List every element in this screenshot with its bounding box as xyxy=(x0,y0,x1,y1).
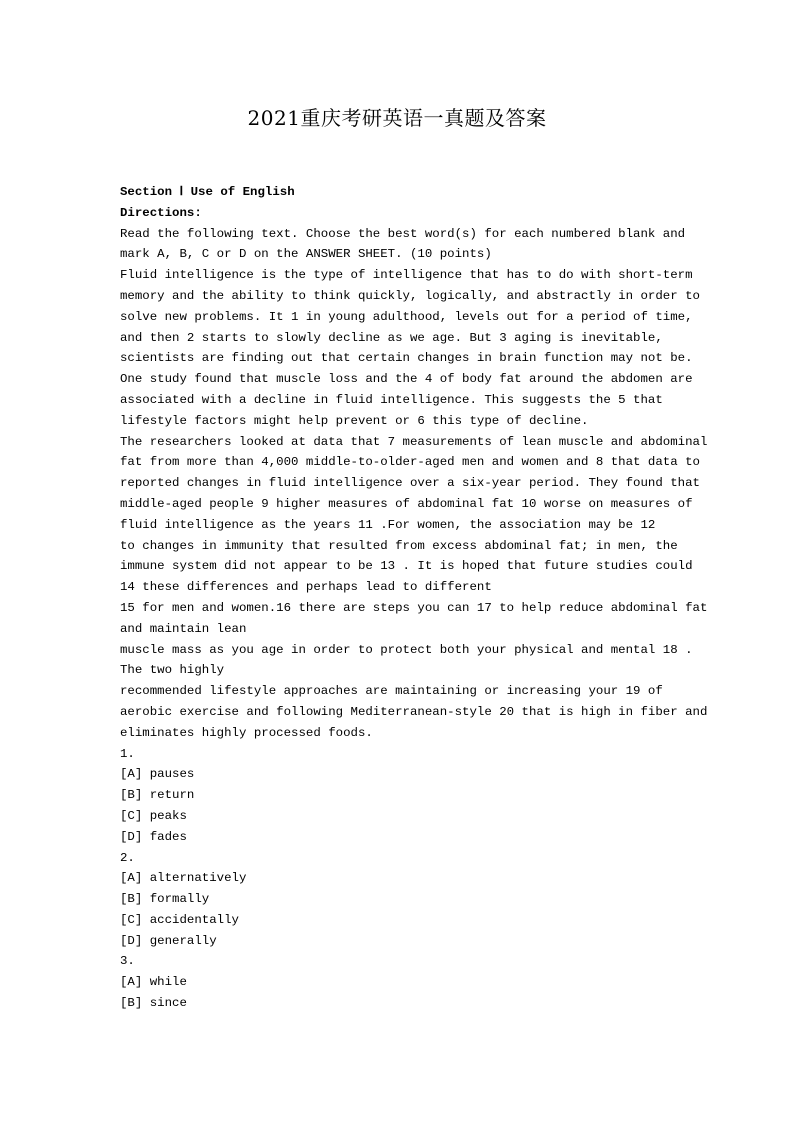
question-option: [D] generally xyxy=(120,933,217,948)
question-3 xyxy=(120,951,700,1013)
passage-line: associated with a decline in fluid intelligence. This suggests the 5 that xyxy=(120,392,663,407)
question-2 xyxy=(120,848,700,952)
passage-line: and maintain lean xyxy=(120,621,247,636)
question-option: [B] formally xyxy=(120,892,210,907)
passage-line: eliminates highly processed foods. xyxy=(120,725,373,740)
passage-line: muscle mass as you age in order to protect both your physical and mental 18 . xyxy=(120,642,693,657)
passage-line: The two highly xyxy=(120,663,225,678)
passage xyxy=(120,224,708,744)
passage-line: scientists are finding out that certain changes in brain function may not be. xyxy=(120,351,693,366)
passage-line: lifestyle factors might help prevent or 6 this type of decline. xyxy=(120,413,589,428)
passage-line: 14 these differences and perhaps lead to different xyxy=(120,580,492,595)
question-option: [A] while xyxy=(120,975,187,990)
passage-line: fat from more than 4,000 middle-to-older-aged men and women and 8 that data to xyxy=(120,455,700,470)
passage-line: Fluid intelligence is the type of intelligence that has to do with short-term xyxy=(120,268,693,283)
document-body xyxy=(120,182,708,1014)
question-number: 1. xyxy=(120,746,135,761)
question-number: 2. xyxy=(120,850,135,865)
document-title: 2021重庆考研英语一真题及答案 xyxy=(247,106,547,130)
passage-line: One study found that muscle loss and the 4 of body fat around the abdomen are xyxy=(120,372,693,387)
passage-line: 15 for men and women.16 there are steps you can 17 to help reduce abdominal fat xyxy=(120,600,708,615)
question-1 xyxy=(120,744,700,848)
section-heading: Section Ⅰ Use of English xyxy=(120,185,295,199)
passage-line: recommended lifestyle approaches are maintaining or increasing your 19 of xyxy=(120,684,663,699)
question-option: [C] peaks xyxy=(120,808,187,823)
passage-line: to changes in immunity that resulted from excess abdominal fat; in men, the xyxy=(120,538,678,553)
question-option: [C] accidentally xyxy=(120,912,239,927)
question-option: [D] fades xyxy=(120,829,187,844)
question-option: [A] pauses xyxy=(120,767,195,782)
passage-line: Read the following text. Choose the best word(s) for each numbered blank and xyxy=(120,226,686,241)
passage-line: The researchers looked at data that 7 measurements of lean muscle and abdominal xyxy=(120,434,708,449)
passage-line: immune system did not appear to be 13 . It is hoped that future studies could xyxy=(120,559,693,574)
directions-label: Directions: xyxy=(120,205,202,220)
passage-line: middle-aged people 9 higher measures of abdominal fat 10 worse on measures of xyxy=(120,496,693,511)
passage-line: memory and the ability to think quickly, logically, and abstractly in order to xyxy=(120,288,700,303)
question-option: [B] return xyxy=(120,788,195,803)
passage-line: solve new problems. It 1 in young adulthood, levels out for a period of time, xyxy=(120,309,693,324)
passage-line: fluid intelligence as the years 11 .For women, the association may be 12 xyxy=(120,517,656,532)
passage-line: mark A, B, C or D on the ANSWER SHEET. (10 points) xyxy=(120,247,492,262)
passage-line: reported changes in fluid intelligence over a six-year period. They found that xyxy=(120,476,700,491)
question-number: 3. xyxy=(120,954,135,969)
question-option: [B] since xyxy=(120,996,187,1011)
question-option: [A] alternatively xyxy=(120,871,247,886)
passage-line: aerobic exercise and following Mediterranean-style 20 that is high in fiber and xyxy=(120,704,708,719)
passage-line: and then 2 starts to slowly decline as we age. But 3 aging is inevitable, xyxy=(120,330,663,345)
